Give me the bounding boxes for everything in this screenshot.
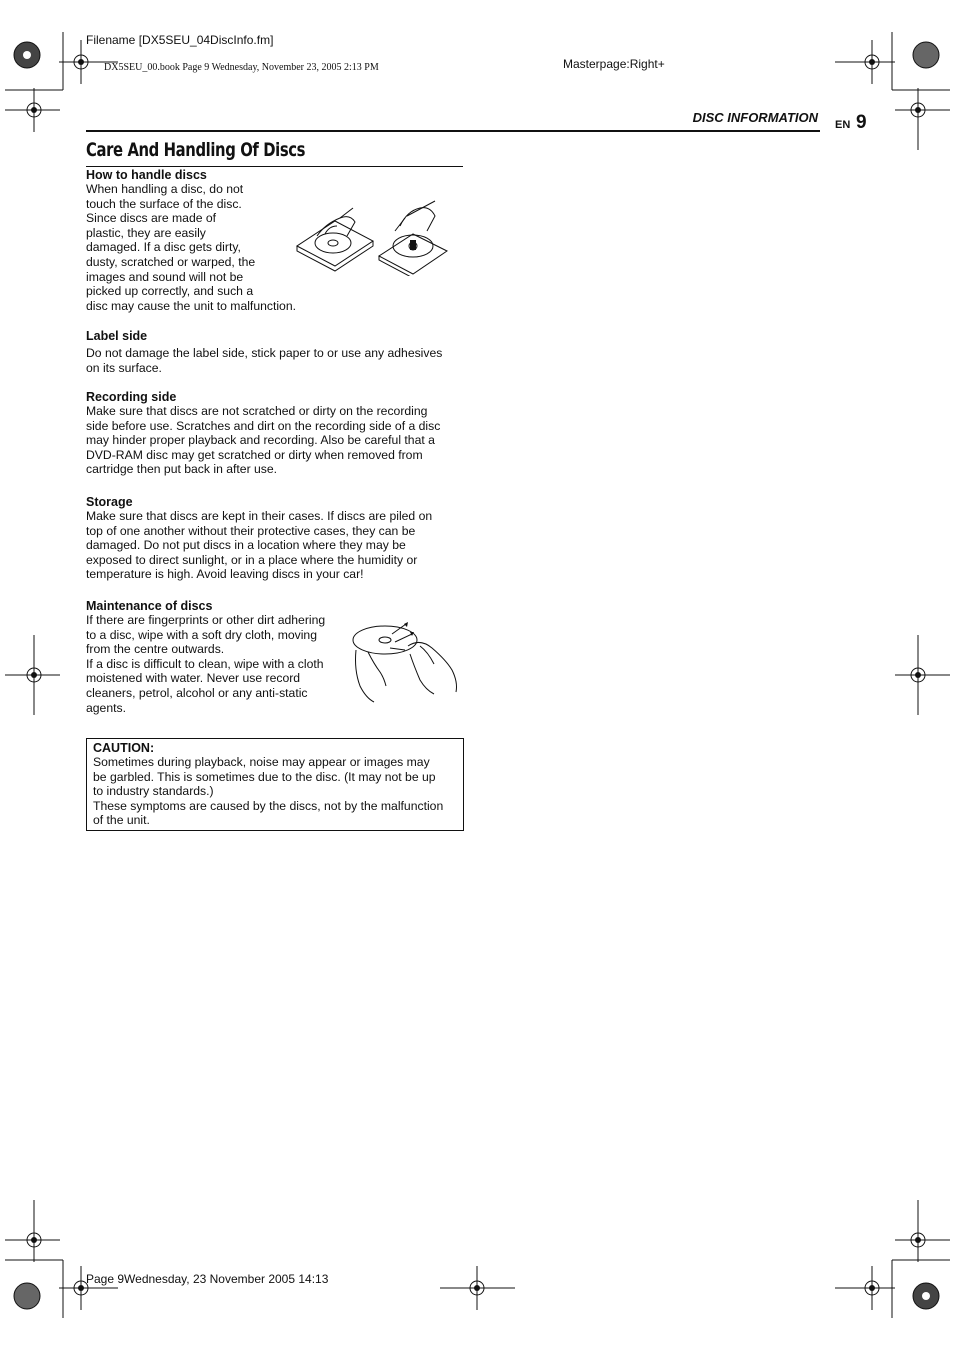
title-rule xyxy=(86,166,463,167)
language-label: EN xyxy=(835,119,851,131)
caution-text: Sometimes during playback, noise may appear or images may be garbled. This is sometimes due to the disc. (It may not be up to industry standards.) These symptoms are caused by the discs, not by the malfunction of the unit. xyxy=(93,755,444,828)
recording-text: Make sure that discs are not scratched or dirty on the recording side before use. Scratches and dirt on the recording side of a disc may hinder proper playback and recording. Also be careful that a DVD-RAM disc may get scratched or dirty when removed from cartridge then put back in after use. xyxy=(86,404,441,477)
section-heading-how: How to handle discs xyxy=(86,168,207,182)
disc-cleaning-illustration xyxy=(350,620,462,704)
section-heading-storage: Storage xyxy=(86,495,133,509)
section-label-side xyxy=(86,329,463,375)
section-how-to-handle xyxy=(86,168,326,313)
page-title: Care And Handling Of Discs xyxy=(86,139,306,161)
maintenance-text: If there are fingerprints or other dirt adhering to a disc, wipe with a soft dry cloth, moving from the centre outwards. If a disc is difficult to clean, wipe with a cloth moistened with water. Never use record cleaners, petrol, alcohol or any anti-static agents. xyxy=(86,613,326,715)
footer-timestamp: Page 9Wednesday, 23 November 2005 14:13 xyxy=(86,1272,329,1286)
section-heading-label: Label side xyxy=(86,329,148,343)
section-storage xyxy=(86,495,463,582)
storage-text: Make sure that discs are kept in their cases. If discs are piled on top of one another without their protective cases, they can be damaged. Do not put discs in a location where they may be exposed to direct sunlight, or in a place where the humidity or temperature is high. Avoid leaving discs in your car! xyxy=(86,509,433,582)
filename-label: Filename [DX5SEU_04DiscInfo.fm] xyxy=(86,33,274,47)
disc-handling-illustration xyxy=(295,196,450,276)
header-rule xyxy=(86,130,820,132)
section-recording-side xyxy=(86,390,463,477)
how-text: When handling a disc, do not touch the surface of the disc. Since discs are made of plastic, they are easily damaged. If a disc gets dirty, dusty, scratched or warped, the images and sound will not be picked up correctly, and such a disc may cause the unit to malfunction. xyxy=(86,182,297,313)
caution-box xyxy=(86,738,464,831)
section-heading: DISC INFORMATION xyxy=(692,110,818,125)
book-info-line: DX5SEU_00.book Page 9 Wednesday, November 23, 2005 2:13 PM xyxy=(104,62,379,73)
page-number: 9 xyxy=(856,112,867,133)
section-heading-recording: Recording side xyxy=(86,390,177,404)
masterpage-label: Masterpage:Right+ xyxy=(563,57,665,71)
section-heading-maintenance: Maintenance of discs xyxy=(86,599,213,613)
section-maintenance xyxy=(86,599,351,715)
label-text: Do not damage the label side, stick paper to or use any adhesives on its surface. xyxy=(86,346,443,375)
caution-heading: CAUTION: xyxy=(93,741,155,755)
